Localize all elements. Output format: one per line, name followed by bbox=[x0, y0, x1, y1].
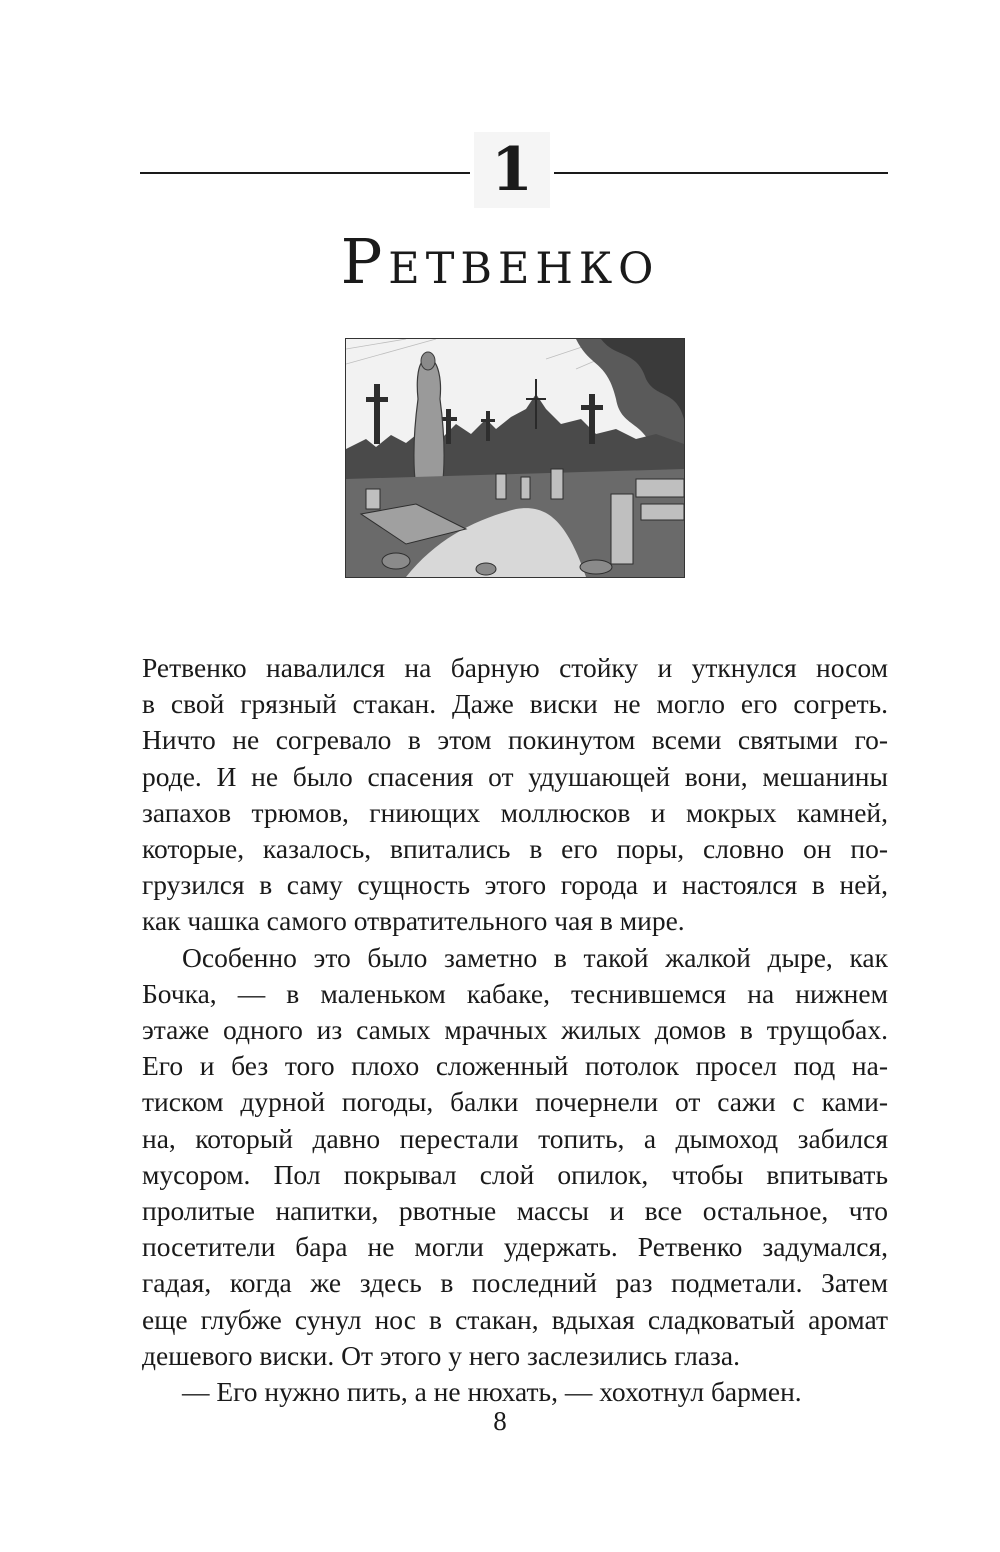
paragraph bbox=[142, 1374, 888, 1410]
text-line: этаже одного из самых мрачных жилых домов в трущобах. bbox=[142, 1014, 888, 1046]
cemetery-illustration bbox=[345, 338, 685, 578]
text-line: роде. И не было спасения от удушающей вони, мешанины bbox=[142, 760, 888, 792]
text-line: пролитые напитки, рвотные массы и все остальное, что bbox=[142, 1195, 888, 1227]
chapter-rule-right bbox=[554, 172, 888, 174]
text-line: еще глубже сунул нос в стакан, вдыхая сладковатый аромат bbox=[142, 1303, 888, 1335]
chapter-rule-left bbox=[140, 172, 470, 174]
paragraph bbox=[142, 650, 888, 940]
text-line: дешевого виски. От этого у него заслезились глаза. bbox=[142, 1339, 740, 1371]
chapter-number: 1 bbox=[474, 132, 550, 208]
text-line: которые, казалось, впитались в его поры, словно он по- bbox=[142, 833, 888, 865]
page-number: 8 bbox=[493, 1406, 507, 1436]
text-line: запахов трюмов, гниющих моллюсков и мокрых камней, bbox=[142, 796, 888, 828]
text-line: — Его нужно пить, а не нюхать, — хохотнул бармен. bbox=[182, 1376, 802, 1408]
text-line: Ретвенко навалился на барную стойку и уткнулся носом bbox=[142, 652, 888, 683]
text-line: гадая, когда же здесь в последний раз подметали. Затем bbox=[142, 1267, 888, 1299]
text-line: тиском дурной погоды, балки почернели от сажи с ками- bbox=[142, 1086, 888, 1118]
text-line: посетители бара не могли удержать. Ретвенко задумался, bbox=[142, 1231, 888, 1263]
paragraph bbox=[142, 940, 888, 1374]
chapter-title: Ретвенко bbox=[340, 225, 660, 298]
text-line: как чашка самого отвратительного чая в мире. bbox=[142, 905, 685, 937]
text-line: мусором. Пол покрывал слой опилок, чтобы впитывать bbox=[142, 1158, 888, 1190]
text-line: Ничто не согревало в этом покинутом всеми святыми го- bbox=[142, 724, 888, 756]
text-line: грузился в саму сущность этого города и настоялся в ней, bbox=[142, 869, 888, 901]
text-line: в свой грязный стакан. Даже виски не могло его согреть. bbox=[142, 688, 888, 720]
chapter-heading bbox=[140, 132, 888, 212]
text-line: на, который давно перестали топить, а дымоход забился bbox=[142, 1122, 888, 1154]
text-line: Его и без того плохо сложенный потолок просел под на- bbox=[142, 1050, 888, 1082]
text-line: Бочка, — в маленьком кабаке, теснившемся на нижнем bbox=[142, 977, 888, 1009]
body-text bbox=[142, 650, 888, 1410]
text-line: Особенно это было заметно в такой жалкой дыре, как bbox=[182, 941, 888, 973]
